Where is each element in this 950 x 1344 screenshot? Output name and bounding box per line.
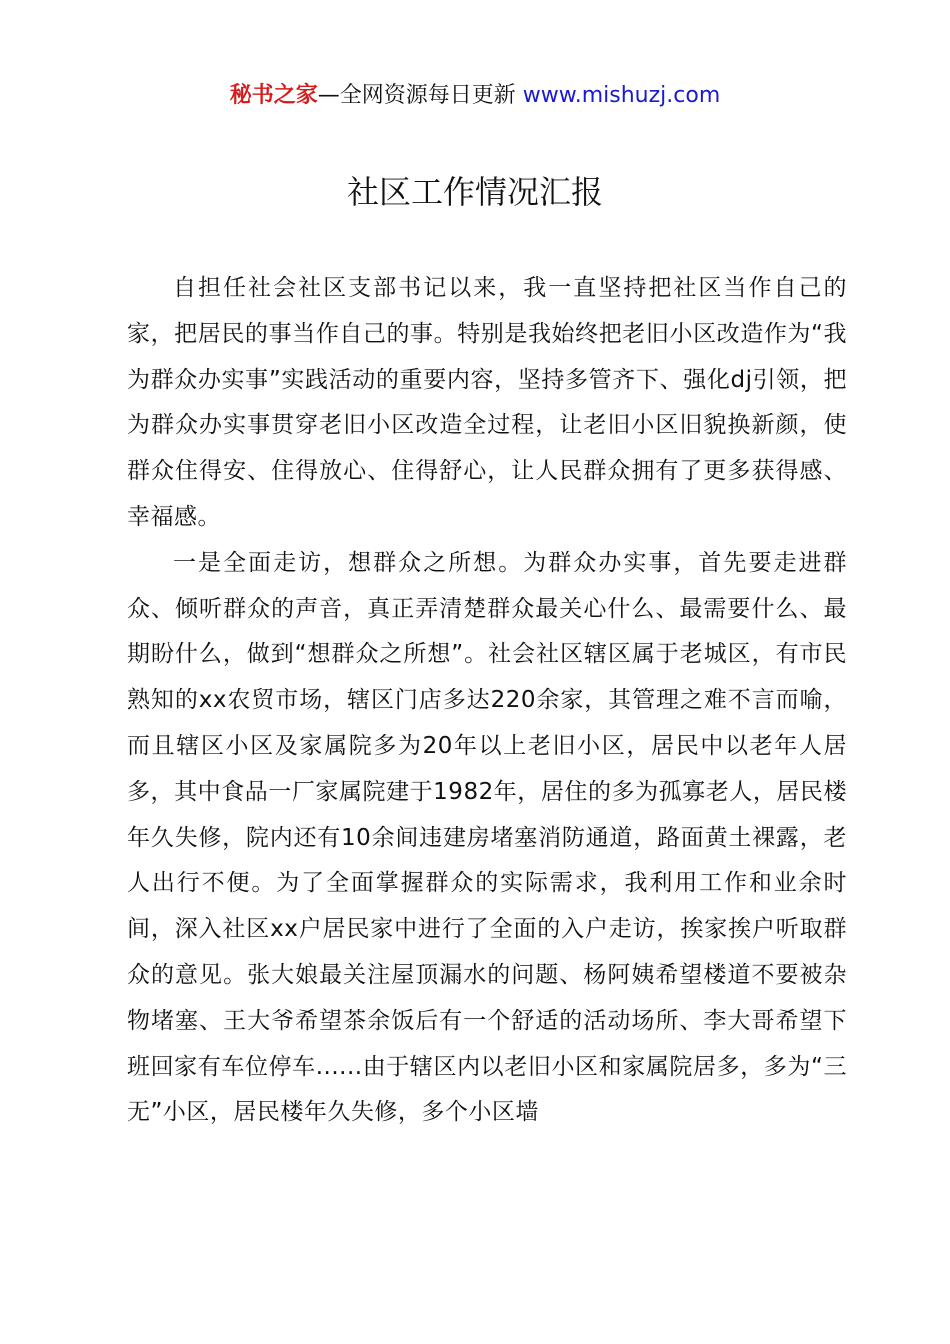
site-tagline: —全网资源每日更新 [317, 83, 523, 108]
paragraph-visit: 一是全面走访，想群众之所想。为群众办实事，首先要走进群众、倾听群众的声音，真正弄清楚群众最关心什么、最需要什么、最期盼什么，做到“想群众之所想”。社会社区辖区属于老城区，有市民熟知的xx农贸市场，辖区门店多达220余家，其管理之难不言而喻，而且辖区小区及家属院多为20年以上老旧小区，居民中以老年人居多，其中食品一厂家属院建于1982年，居住的多为孤寡老人，居民楼年久失修，院内还有10余间违建房堵塞消防通道，路面黄土裸露，老人出行不便。为了全面掌握群众的实际需求，我利用工作和业余时间，深入社区xx户居民家中进行了全面的入户走访，挨家挨户听取群众的意见。张大娘最关注屋顶漏水的问题、杨阿姨希望楼道不要被杂物堵塞、王大爷希望茶余饭后有一个舒适的活动场所、李大哥希望下班回家有车位停车......由于辖区内以老旧小区和家属院居多，多为“三无”小区，居民楼年久失修，多个小区墙 [127, 549, 847, 1126]
site-url-link[interactable]: www.mishuzj.com [522, 83, 721, 108]
site-header [0, 80, 950, 112]
site-brand: 秘书之家 [229, 83, 318, 108]
paragraph-intro: 自担任社会社区支部书记以来，我一直坚持把社区当作自己的家，把居民的事当作自己的事。特别是我始终把老旧小区改造作为“我为群众办实事”实践活动的重要内容，坚持多管齐下、强化dj引领，把为群众办实事贯穿老旧小区改造全过程，让老旧小区旧貌换新颜，使群众住得安、住得放心、住得舒心，让人民群众拥有了更多获得感、幸福感。 [127, 275, 847, 530]
document-title: 社区工作情况汇报 [346, 173, 603, 211]
document-body [127, 266, 847, 1136]
